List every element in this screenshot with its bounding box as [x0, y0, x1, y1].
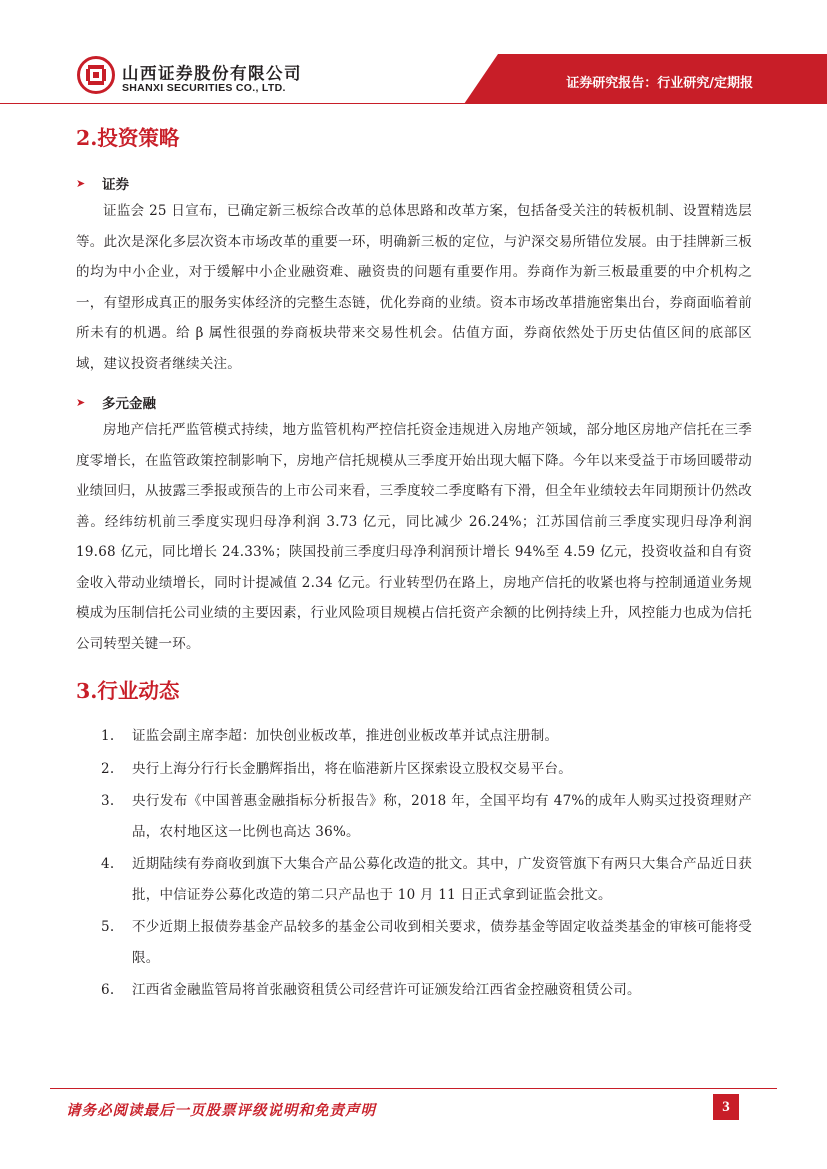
list-item [76, 786, 752, 847]
page-header [0, 0, 827, 104]
list-item-number: 3. [101, 793, 115, 809]
list-item-text: 不少近期上报债券基金产品较多的基金公司收到相关要求，债券基金等固定收益类基金的审核可能将受限。 [132, 919, 752, 966]
subsection-securities-heading [76, 170, 752, 196]
list-item-number: 4. [101, 856, 115, 872]
list-item [76, 849, 752, 910]
company-logo-icon [77, 56, 115, 94]
list-item [76, 912, 752, 973]
list-item-text: 央行上海分行行长金鹏辉指出，将在临港新片区探索设立股权交易平台。 [132, 760, 572, 777]
report-type-label: 证券研究报告：行业研究/定期报 [566, 76, 753, 91]
list-item-text: 江西省金融监管局将首张融资租赁公司经营许可证颁发给江西省金控融资租赁公司。 [132, 982, 641, 998]
list-item-text: 近期陆续有券商收到旗下大集合产品公募化改造的批文。其中，广发资管旗下有两只大集合产品近日获批，中信证券公募化改造的第二只产品也于 10 月 11 日正式拿到证监会批文。 [132, 856, 752, 903]
company-name-cn: 山西证券股份有限公司 [122, 64, 302, 83]
list-item-text: 证监会副主席李超：加快创业板改革，推进创业板改革并试点注册制。 [132, 728, 559, 744]
industry-news-list [76, 721, 752, 1006]
section-2-title: 2.投资策略 [76, 126, 180, 150]
subsection-diversified-finance-heading [76, 389, 752, 415]
bullet-arrow-icon: ➤ [76, 395, 86, 409]
list-item [76, 754, 752, 785]
list-item-number: 6. [101, 982, 115, 998]
list-item-text: 央行发布《中国普惠金融指标分析报告》称，2018 年，全国平均有 47%的成年人购买过投资理财产品，农村地区这一比例也高达 36%。 [132, 793, 752, 840]
list-item [76, 721, 752, 752]
list-item-number: 1. [101, 728, 115, 744]
company-name-en: SHANXI SECURITIES CO., LTD. [122, 82, 286, 94]
page-content [76, 110, 752, 1006]
securities-paragraph: 证监会 25 日宣布，已确定新三板综合改革的总体思路和改革方案，包括备受关注的转板机制、设置精选层等。此次是深化多层次资本市场改革的重要一环，明确新三板的定位，与沪深交易所错位发展。由于挂牌新三板的均为中小企业，对于缓解中小企业融资难、融资贵的问题有重要作用。券商作为新三板最重要的中介机构之一，有望形成真正的服务实体经济的完整生态链，优化券商的业绩。资本市场改革措施密集出台，券商面临着前所未有的机遇。给 β 属性很强的券商板块带来交易性机会。估值方面，券商依然处于历史估值区间的底部区域，建议投资者继续关注。 [76, 203, 752, 372]
subsection-title: 多元金融 [102, 396, 156, 412]
diversified-finance-paragraph: 房地产信托严监管模式持续，地方监管机构严控信托资金违规进入房地产领域，部分地区房地产信托在三季度零增长，在监管政策控制影响下，房地产信托规模从三季度开始出现大幅下降。今年以来受益于市场回暖带动业绩回归，从披露三季报或预告的上市公司来看，三季度较二季度略有下滑，但全年业绩较去年同期预计仍然改善。经纬纺机前三季度实现归母净利润 3.73 亿元，同比减少 26.24%；江苏国信前三季度实现归母净利润 19.68 亿元，同比增长 24.33%；陕国投前三季度归母净利润预计增长 94%至 4.59 亿元，投资收益和自有资金收入带动业绩增长，同时计提减值 2.34 亿元。行业转型仍在路上，房地产信托的收紧也将与控制通道业务规模成为压制信托公司业绩的主要因素，行业风险项目规模占信托资产余额的比例持续上升，风控能力也成为信托公司转型关键一环。 [76, 422, 752, 652]
list-item [76, 975, 752, 1006]
subsection-title: 证券 [102, 177, 129, 193]
list-item-number: 2. [101, 760, 115, 777]
bullet-arrow-icon: ➤ [76, 176, 86, 190]
footer-divider [50, 1088, 777, 1089]
section-3-title: 3.行业动态 [76, 679, 180, 703]
page-number: 3 [713, 1094, 739, 1120]
list-item-number: 5. [101, 919, 115, 935]
footer-disclaimer: 请务必阅读最后一页股票评级说明和免责声明 [66, 1102, 376, 1119]
